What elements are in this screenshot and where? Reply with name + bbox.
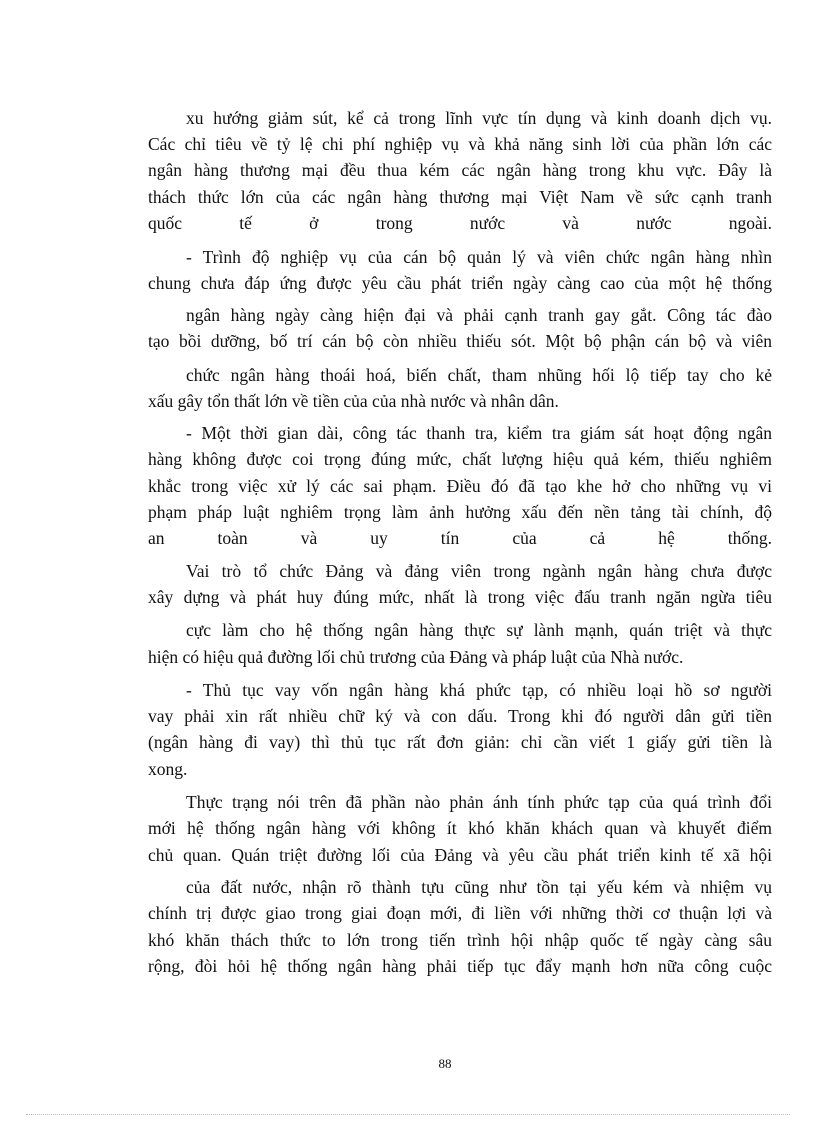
text-line: Thực trạng nói trên đã phần nào phản ánh tính phức tạp của quá trình đổi bbox=[186, 792, 772, 812]
text-line: mới hệ thống ngân hàng với không ít khó khăn khách quan và khuyết điểm bbox=[148, 818, 772, 838]
text-line: ngân hàng thương mại đều thua kém các ngân hàng trong khu vực. Đây là bbox=[148, 160, 772, 180]
page-number: 88 bbox=[438, 1056, 452, 1071]
text-line: thách thức lớn của các ngân hàng thương mại Việt Nam về sức cạnh tranh bbox=[148, 187, 772, 207]
text-line: chính trị được giao trong giai đoạn mới, đi liền với những thời cơ thuận lợi và bbox=[148, 903, 772, 923]
text-line: cực làm cho hệ thống ngân hàng thực sự lành mạnh, quán triệt và thực bbox=[186, 620, 772, 640]
text-line: xu hướng giảm sút, kể cả trong lĩnh vực tín dụng và kinh doanh dịch vụ. bbox=[186, 108, 772, 128]
text-line: khó khăn thách thức to lớn trong tiến trình hội nhập quốc tế ngày càng sâu bbox=[148, 930, 772, 950]
text-line: vay phải xin rất nhiều chữ ký và con dấu. Trong khi đó người dân gửi tiền bbox=[148, 706, 772, 726]
text-line: chung chưa đáp ứng được yêu cầu phát triển ngày càng cao của một hệ thống bbox=[148, 273, 772, 293]
text-line: - Trình độ nghiệp vụ của cán bộ quản lý và viên chức ngân hàng nhìn bbox=[186, 247, 772, 267]
text-line: - Một thời gian dài, công tác thanh tra, kiểm tra giám sát hoạt động ngân bbox=[186, 423, 772, 443]
text-line: khắc trong việc xử lý các sai phạm. Điều đó đã tạo khe hở cho những vụ vi bbox=[148, 476, 772, 496]
text-line: hiện có hiệu quả đường lối chủ trương của Đảng và pháp luật của Nhà nước. bbox=[148, 647, 684, 667]
text-line: phạm pháp luật nghiêm trọng làm ảnh hưởng xấu đến nền tảng tài chính, độ bbox=[148, 502, 772, 522]
text-line: (ngân hàng đi vay) thì thủ tục rất đơn giản: chỉ cần viết 1 giấy gửi tiền là bbox=[148, 732, 772, 752]
text-line: an toàn và uy tín của cả hệ thống. bbox=[148, 528, 772, 548]
text-line: xây dựng và phát huy đúng mức, nhất là trong việc đấu tranh ngăn ngừa tiêu bbox=[148, 587, 772, 607]
text-line: xong. bbox=[148, 759, 188, 779]
text-line: chức ngân hàng thoái hoá, biến chất, tham nhũng hối lộ tiếp tay cho kẻ bbox=[186, 365, 772, 385]
text-line: Vai trò tổ chức Đảng và đảng viên trong ngành ngân hàng chưa được bbox=[186, 561, 772, 581]
text-line: xấu gây tổn thất lớn về tiền của của nhà nước và nhân dân. bbox=[148, 391, 559, 411]
text-line: ngân hàng ngày càng hiện đại và phải cạnh tranh gay gắt. Công tác đào bbox=[186, 305, 772, 325]
page-bottom-divider bbox=[26, 1114, 790, 1115]
text-line: hàng không được coi trọng đúng mức, chất lượng hiệu quả kém, thiếu nghiêm bbox=[148, 449, 772, 469]
text-line: Các chỉ tiêu về tỷ lệ chi phí nghiệp vụ và khả năng sinh lời của phần lớn các bbox=[148, 134, 772, 154]
text-line: tạo bồi dưỡng, bố trí cán bộ còn nhiều thiếu sót. Một bộ phận cán bộ và viên bbox=[148, 331, 772, 351]
text-line: - Thủ tục vay vốn ngân hàng khá phức tạp, có nhiều loại hồ sơ người bbox=[186, 680, 772, 700]
text-line: quốc tế ở trong nước và nước ngoài. bbox=[148, 213, 772, 233]
text-line: rộng, đòi hỏi hệ thống ngân hàng phải tiếp tục đẩy mạnh hơn nữa công cuộc bbox=[148, 956, 772, 976]
text-line: của đất nước, nhận rõ thành tựu cũng như tồn tại yếu kém và nhiệm vụ bbox=[186, 877, 772, 897]
text-line: chủ quan. Quán triệt đường lối của Đảng và yêu cầu phát triển kinh tế xã hội bbox=[148, 845, 772, 865]
